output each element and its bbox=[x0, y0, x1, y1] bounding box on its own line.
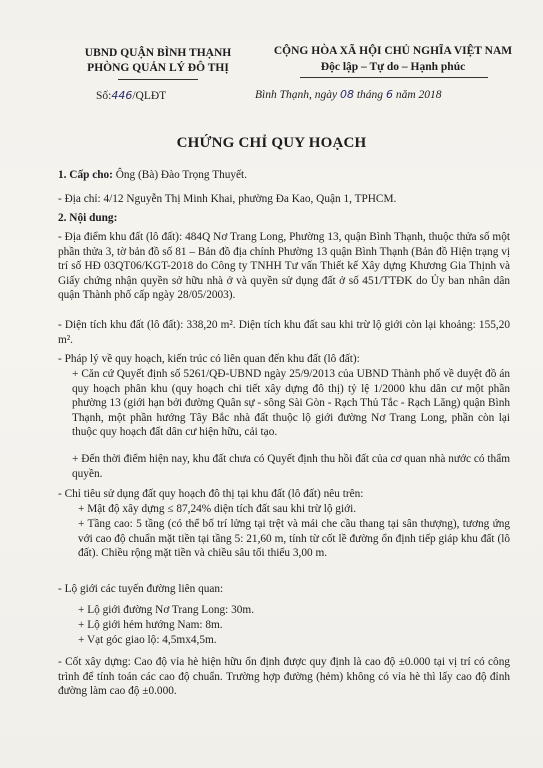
ref-suffix: /QLĐT bbox=[132, 90, 167, 102]
national-title: CỘNG HÒA XÃ HỘI CHỦ NGHĨA VIỆT NAM bbox=[273, 45, 513, 57]
road-boundary-alley: + Lộ giới hẻm hướng Nam: 8m. bbox=[78, 619, 223, 631]
building-height: + Tầng cao: 5 tầng (có thể bố trí lửng tại trệt và mái che cầu thang tại sân thượng), tương ứng với cao độ chuẩn mặt tiền tại tầng 5: 21,60 m, tính từ cốt lề đường ổn định tiếp giáp khu đất (lô đất). Chiều rộng mặt tiền và chiều sâu tối thiểu 3,00 m. bbox=[78, 518, 510, 559]
header-left-underline bbox=[118, 79, 198, 80]
recipient-address: - Địa chỉ: 4/12 Nguyễn Thị Minh Khai, phường Đa Kao, Quận 1, TPHCM. bbox=[58, 193, 397, 205]
ref-number: 446 bbox=[111, 89, 133, 102]
date-place: Bình Thạnh, ngày bbox=[255, 89, 338, 101]
document-reference bbox=[96, 89, 166, 102]
road-boundary-intro: - Lộ giới các tuyến đường liên quan: bbox=[58, 583, 224, 595]
header-right-underline bbox=[300, 77, 488, 78]
legal-basis-no-recovery: + Đến thời điểm hiện nay, khu đất chưa có Quyết định thu hồi đất của cơ quan nhà nước có thẩm quyền. bbox=[72, 453, 510, 480]
building-density: + Mật độ xây dựng ≤ 87,24% diện tích đất sau khi trừ lộ giới. bbox=[78, 503, 357, 515]
date-month: 6 bbox=[385, 88, 393, 101]
land-use-indicators-intro: - Chỉ tiêu sử dụng đất quy hoạch đô thị tại khu đất (lô đất) nêu trên: bbox=[58, 488, 364, 500]
road-boundary-main: + Lộ giới đường Nơ Trang Long: 30m. bbox=[78, 604, 255, 616]
recipient-name: Ông (Bà) Đào Trọng Thuyết. bbox=[112, 169, 248, 181]
corner-cut: + Vạt góc giao lộ: 4,5mx4,5m. bbox=[78, 634, 217, 646]
section-1-heading: 1. Cấp cho: bbox=[58, 169, 113, 181]
issue-date bbox=[255, 88, 442, 101]
issuing-authority-district: UBND QUẬN BÌNH THẠNH bbox=[84, 47, 232, 59]
legal-basis-decision: + Căn cứ Quyết định số 5261/QĐ-UBND ngày 25/9/2013 của UBND Thành phố về duyệt đồ án quy hoạch phân khu (quy hoạch chi tiết xây dựng đô thị) tỷ lệ 1/2000 khu dân cư một phần phường 13 (giới hạn bởi đường Quân sự - sông Sài Gòn - Rạch Thủ Tắc - Rạch Lăng) quận Bình Thạnh, một phần hướng Tây Bắc nhà đất thuộc lộ giới đường Nơ Trang Long, phần còn lại thuộc quy hoạch đất dân cư hiện hữu, cải tạo. bbox=[72, 368, 510, 438]
land-location: - Địa điểm khu đất (lô đất): 484Q Nơ Trang Long, Phường 13, quận Bình Thạnh, thuộc thửa số một phần thửa 3, tờ bản đồ số 81 – Bản đồ địa chính Phường 13 quận Bình Thạnh (Bản đồ Hiện trạng vị trí số HĐ 03QT06/KGT-2018 do Công ty TNHH Tư vấn Thiết kế Xây dựng Khương Gia Thịnh và Giấy chứng nhận quyền sở hữu nhà ở và quyền sử dụng đất ở số 451/TTĐK do Ủy ban nhân dân quận Thành phố cấp ngày 28/05/2003). bbox=[58, 231, 510, 301]
land-area: - Diện tích khu đất (lô đất): 338,20 m². Diện tích khu đất sau khi trừ lộ giới còn lại khoảng: 155,20 m². bbox=[58, 319, 510, 346]
issuing-department: PHÒNG QUẢN LÝ ĐÔ THỊ bbox=[87, 62, 229, 74]
date-day: 08 bbox=[339, 88, 354, 101]
date-year: năm 2018 bbox=[395, 89, 442, 101]
legal-basis-intro: - Pháp lý về quy hoạch, kiến trúc có liên quan đến khu đất (lô đất): bbox=[58, 353, 360, 365]
document-title: CHỨNG CHỈ QUY HOẠCH bbox=[176, 135, 367, 151]
section-2-heading: 2. Nội dung: bbox=[58, 212, 118, 224]
section-2 bbox=[58, 211, 510, 226]
ref-prefix: Số: bbox=[96, 90, 112, 102]
construction-elevation: - Cốt xây dựng: Cao độ vỉa hè hiện hữu ổn định được quy định là cao độ ±0.000 tại vị trí có công trình để tính toán các cao độ chuẩn. Trường hợp đường (hẻm) không có vỉa hè thì lấy cao độ đỉnh đường làm cao độ ±0.000. bbox=[58, 656, 510, 697]
section-1 bbox=[58, 168, 510, 183]
national-motto: Độc lập – Tự do – Hạnh phúc bbox=[320, 61, 466, 73]
date-month-label: tháng bbox=[356, 89, 384, 101]
